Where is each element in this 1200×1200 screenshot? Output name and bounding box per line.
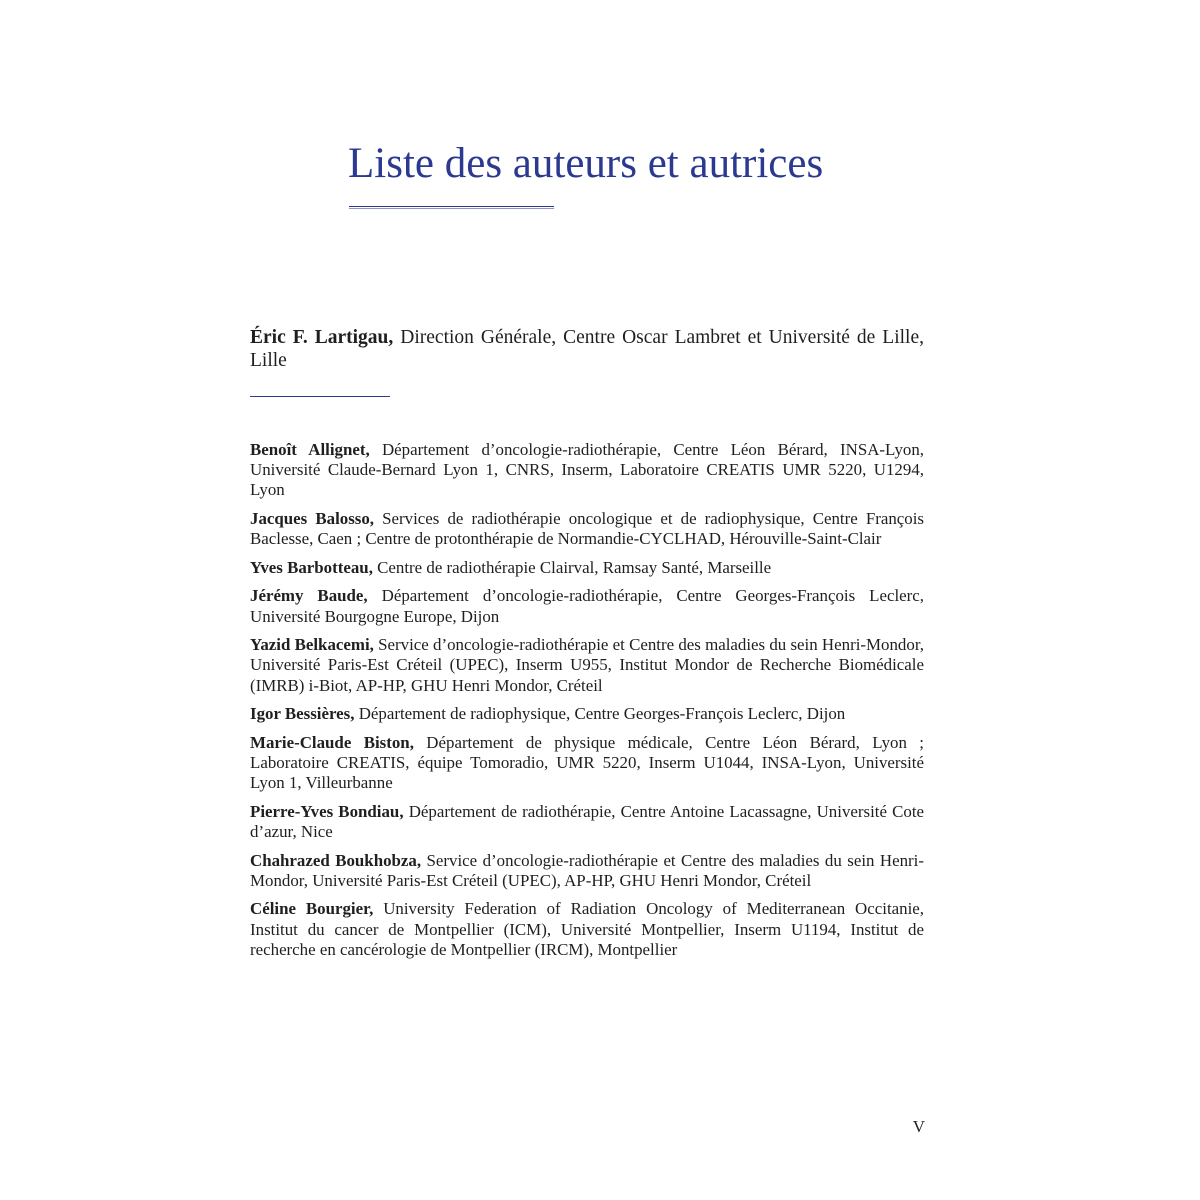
- author-entry: [250, 635, 924, 696]
- author-name: Chahrazed Boukhobza,: [250, 850, 422, 870]
- author-entry: [250, 558, 924, 578]
- author-affiliation: Département de radiophysique, Centre Georges-François Leclerc, Dijon: [354, 704, 846, 724]
- author-list: [250, 440, 924, 968]
- lead-author-name: Éric F. Lartigau,: [250, 327, 394, 348]
- author-name: Benoît Allignet,: [250, 440, 370, 459]
- author-entry: [250, 851, 924, 891]
- page-title: Liste des auteurs et autrices: [348, 140, 824, 187]
- author-entry: [250, 802, 924, 842]
- author-affiliation: University Federation of Radiation Oncology of Mediterranean Occitanie, Institut du cancer de Montpellier (ICM), Université Montpellier, Inserm U1194, Institut de recherche en cancérologie de Montpellier (IRCM), Montpellier: [250, 899, 924, 959]
- title-underline: [349, 206, 554, 209]
- author-name: Céline Bourgier,: [250, 899, 374, 919]
- lead-author-affiliation: Direction Générale, Centre Oscar Lambret et Université de Lille, Lille: [250, 327, 924, 371]
- author-affiliation: Service d’oncologie-radiothérapie et Centre des maladies du sein Henri-Mondor, Université Paris-Est Créteil (UPEC), AP-HP, GHU Henri Mondor, Créteil: [250, 850, 924, 890]
- lead-author-separator: [250, 396, 390, 397]
- author-entry: [250, 733, 924, 794]
- author-entry: [250, 509, 924, 549]
- author-affiliation: Département de radiothérapie, Centre Antoine Lacassagne, Université Cote d’azur, Nice: [250, 801, 925, 841]
- author-entry: [250, 704, 924, 724]
- author-entry: [250, 899, 924, 960]
- author-name: Jacques Balosso,: [250, 509, 375, 528]
- author-name: Marie-Claude Biston,: [250, 732, 414, 752]
- page-number: V: [912, 1117, 925, 1136]
- author-affiliation: Département d’oncologie-radiothérapie, Centre Léon Bérard, INSA-Lyon, Université Claude-Bernard Lyon 1, CNRS, Inserm, Laboratoire CREATIS UMR 5220, U1294, Lyon: [250, 440, 924, 500]
- author-name: Jérémy Baude,: [250, 586, 368, 606]
- author-entry: [250, 586, 924, 626]
- author-affiliation: Centre de radiothérapie Clairval, Ramsay Santé, Marseille: [372, 557, 772, 577]
- author-affiliation: Services de radiothérapie oncologique et de radiophysique, Centre François Baclesse, Caen ; Centre de protonthérapie de Normandie-CYCLHAD, Hérouville-Saint-Clair: [250, 509, 925, 549]
- author-entry: [250, 440, 924, 501]
- author-name: Yves Barbotteau,: [250, 557, 373, 577]
- author-affiliation: Service d’oncologie-radiothérapie et Centre des maladies du sein Henri-Mondor, Université Paris-Est Créteil (UPEC), Inserm U955, Institut Mondor de Recherche Biomédicale (IMRB) i-Biot, AP-HP, GHU Henri Mondor, Créteil: [250, 635, 924, 695]
- author-name: Igor Bessières,: [250, 704, 355, 724]
- author-name: Yazid Belkacemi,: [250, 635, 374, 655]
- lead-author-entry: [250, 326, 924, 372]
- author-affiliation: Département de physique médicale, Centre Léon Bérard, Lyon ; Laboratoire CREATIS, équipe Tomoradio, UMR 5220, Inserm U1044, INSA-Lyon, Université Lyon 1, Villeurbanne: [250, 732, 924, 793]
- author-name: Pierre-Yves Bondiau,: [250, 801, 404, 821]
- author-affiliation: Département d’oncologie-radiothérapie, Centre Georges-François Leclerc, Université Bourgogne Europe, Dijon: [250, 586, 924, 626]
